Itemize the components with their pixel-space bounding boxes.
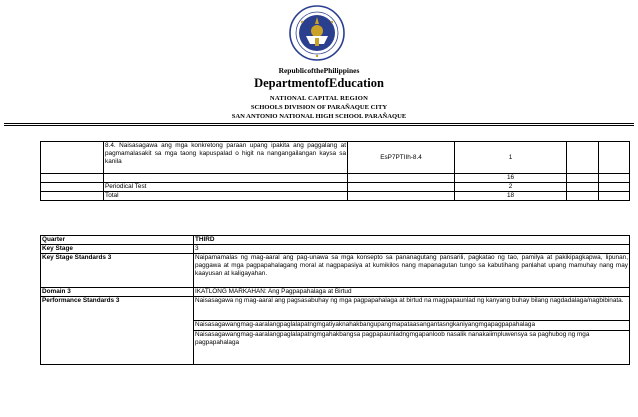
total-label: Total (104, 192, 348, 201)
table-row (41, 142, 630, 174)
table-row (41, 297, 630, 321)
division-text: SCHOOLS DIVISION OF PARAÑAQUE CITY (250, 104, 388, 111)
periodical-test-label: Periodical Test (104, 183, 348, 192)
table-row (41, 192, 630, 201)
domain-value: IKATLONG MARKAHAN: Ang Pagpapahalaga at Birtud (194, 288, 630, 297)
competency-cell: 8.4. Naisasagawa ang mga konkretong paraan upang ipakita ang paggalang at pagmamalasakit sa mga taong kapuspalad o higit na nangangailangan kaysa sa kanila (104, 142, 348, 174)
school-text: SAN ANTONIO NATIONAL HIGH SCHOOL PARAÑAQUE (231, 113, 407, 120)
header-divider-thin (4, 125, 634, 126)
competency-table (40, 141, 630, 201)
key-stage-label: Key Stage (41, 245, 194, 254)
department-title: DepartmentofEducation (254, 76, 384, 90)
table-row (41, 183, 630, 192)
kss-label: Key Stage Standards 3 (41, 254, 194, 288)
table-row (41, 288, 630, 297)
kss-value: Naipamamalas ng mag-aaral ang pag-unawa sa mga konsepto sa pananagutang pansarili, pagkatao ng tao, pamilya at pakikipagkapwa, lipunan, paggawa at mga pagpapahalagang moral at nagpapasiya at kumikilos nang mapanagutan tungo sa kabutihang panlahat upang mamuhay nang may kaayusan at kaligayahan. (194, 254, 630, 288)
domain-label: Domain 3 (41, 288, 194, 297)
subtotal-cell: 16 (455, 174, 567, 183)
performance-standards-label: Performance Standards 3 (41, 297, 194, 365)
deped-seal-logo (288, 4, 346, 62)
key-stage-value: 3 (194, 245, 630, 254)
count-cell: 1 (455, 142, 567, 174)
performance-standard-2: Naisasagawangmag-aaralangpaglalapatngmgatiyaknahakbangupangmapataasangantasngkaniyangmgapagpapahalaga (194, 321, 630, 331)
quarter-label: Quarter (41, 236, 194, 245)
header-divider (4, 123, 634, 124)
republic-text: RepublicofthePhilippines (278, 66, 360, 75)
table-row (41, 174, 630, 183)
code-cell: EsP7PTIIh-8.4 (348, 142, 455, 174)
performance-standard-1: Naisasagawa ng mag-aaral ang pagsasabuhay ng mga pagpapahalaga at birtud na magpapaunlad ng kanyang buhay bilang nagdadalaga/nagbibinata. (194, 297, 630, 321)
periodical-test-count: 2 (455, 183, 567, 192)
table-row (41, 245, 630, 254)
quarter-value: THIRD (194, 236, 630, 245)
table-row (41, 236, 630, 245)
total-count: 18 (455, 192, 567, 201)
curriculum-table (40, 235, 630, 365)
region-text: NATIONAL CAPITAL REGION (269, 95, 369, 102)
table-row (41, 254, 630, 288)
performance-standard-3: Naisasagawangmag-aaralangpaglalapatngmgahakbangsa pagpapaunladngmgapanloob nasalik nanakaiimpluwensya sa paghubog ng mga pagpapahalaga (194, 331, 630, 365)
